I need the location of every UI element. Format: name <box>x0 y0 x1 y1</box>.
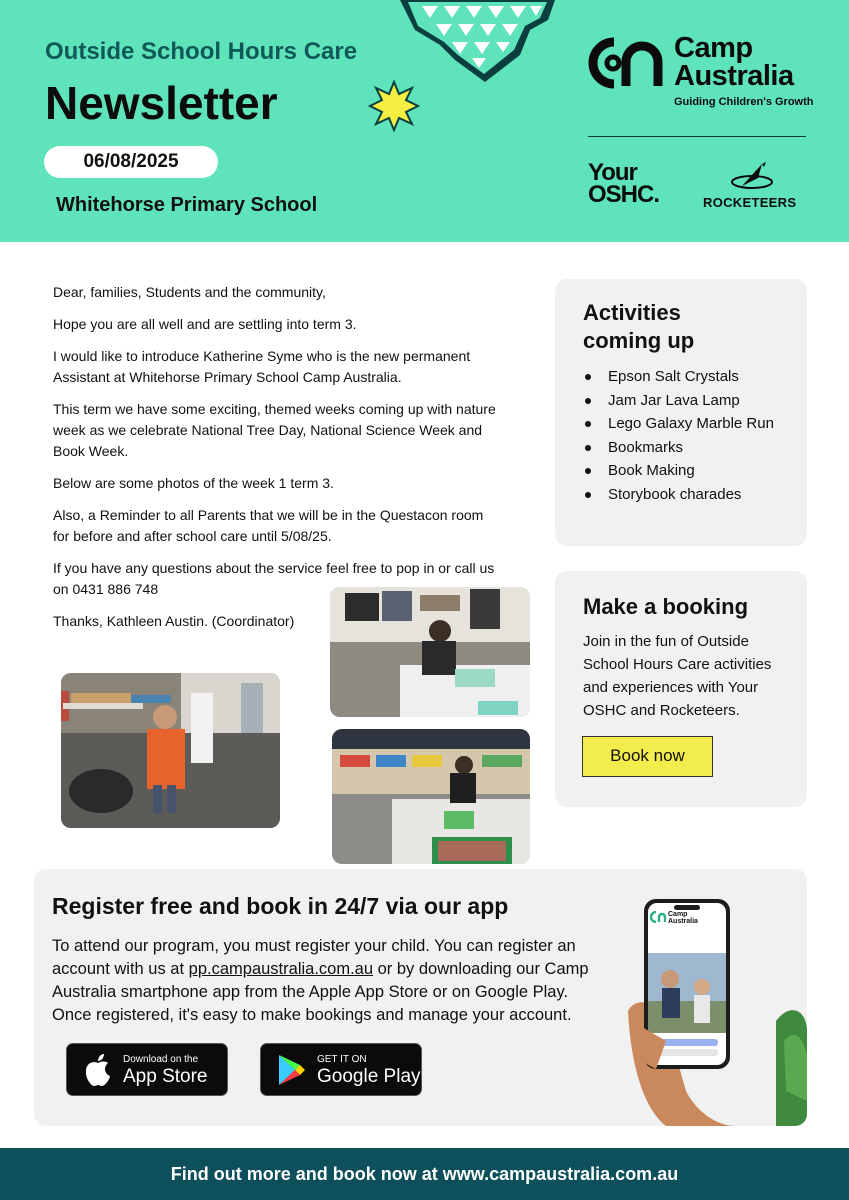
letter-paragraph: I would like to introduce Katherine Syme who is the new permanent Assistant at Whitehorse Primary School Camp Australia. <box>53 348 471 385</box>
google-play-button[interactable] <box>260 1043 422 1096</box>
divider <box>588 136 806 137</box>
letter-paragraph: If you have any questions about the service feel free to pop in or call us on 0431 886 748 <box>53 560 495 597</box>
apple-icon <box>83 1053 113 1087</box>
book-now-button[interactable]: Book now <box>582 736 713 777</box>
activity-photo <box>332 729 530 864</box>
header-banner <box>0 0 849 242</box>
booking-description: Join in the fun of Outside School Hours Care activities and experiences with Your OSHC and Rocketeers. <box>583 633 772 719</box>
activities-list <box>583 365 774 506</box>
footer-banner[interactable]: Find out more and book now at www.campaustralia.com.au <box>0 1148 849 1200</box>
list-item: Lego Galaxy Marble Run <box>583 412 774 436</box>
booking-heading: Make a booking <box>583 594 749 619</box>
register-panel <box>34 869 807 1126</box>
list-item: Bookmarks <box>583 436 774 460</box>
rocket-icon <box>728 160 776 192</box>
register-link[interactable]: pp.campaustralia.com.au <box>188 960 374 978</box>
activity-photo <box>330 587 530 717</box>
list-item: Jam Jar Lava Lamp <box>583 389 774 413</box>
starburst-decoration <box>368 80 420 132</box>
letter-paragraph: This term we have some exciting, themed weeks coming up with nature week as we celebrate National Tree Day, National Science Week and Book Week. <box>53 401 496 459</box>
your-oshc-logo: Your OSHC. <box>588 159 660 208</box>
letter-paragraph: Also, a Reminder to all Parents that we will be in the Questacon room for before and after school care until 5/08/25. <box>53 507 484 544</box>
app-store-label: App Store <box>123 1066 208 1087</box>
list-item: Epson Salt Crystals <box>583 365 774 389</box>
activity-photo <box>61 673 280 828</box>
school-name: Whitehorse Primary School <box>56 194 318 216</box>
list-item: Storybook charades <box>583 483 774 507</box>
brand-tagline: Guiding Children's Growth <box>674 96 814 108</box>
camp-australia-ca-logo-icon <box>586 36 668 90</box>
date-badge: 06/08/2025 <box>44 146 218 178</box>
app-store-button[interactable] <box>66 1043 228 1096</box>
letter-paragraph: Below are some photos of the week 1 term 3. <box>53 475 334 491</box>
camp-australia-app-logo-icon <box>650 911 666 923</box>
activities-heading: Activities coming up <box>583 300 695 353</box>
letter-paragraph: Hope you are all well and are settling into term 3. <box>53 316 357 332</box>
google-play-caption: GET IT ON <box>317 1054 367 1065</box>
letter-greeting: Dear, families, Students and the community, <box>53 284 326 300</box>
list-item: Book Making <box>583 459 774 483</box>
phone-app-name: Camp Australia <box>668 911 698 925</box>
page-title: Newsletter <box>45 77 278 129</box>
newsletter-subtitle: Outside School Hours Care <box>45 38 358 65</box>
brand-name: Camp Australia <box>674 32 794 92</box>
phone-illustration <box>626 891 807 1126</box>
register-description: To attend our program, you must register your child. You can register an account with us at pp.campaustralia.com.au or by downloading our Camp Australia smartphone app from the Apple App Store or on Google Play. Once registered, it's easy to make bookings and manage your account. <box>52 937 589 1024</box>
triangle-pattern-decoration <box>400 0 555 82</box>
booking-card <box>555 571 807 807</box>
google-play-label: Google Play <box>317 1066 421 1087</box>
activities-card <box>555 279 807 546</box>
register-heading: Register free and book in 24/7 via our app <box>52 893 509 919</box>
letter-signoff: Thanks, Kathleen Austin. (Coordinator) <box>53 613 295 629</box>
rocketeers-logo: ROCKETEERS <box>703 195 797 210</box>
app-store-caption: Download on the <box>123 1054 199 1065</box>
google-play-icon <box>277 1053 307 1087</box>
